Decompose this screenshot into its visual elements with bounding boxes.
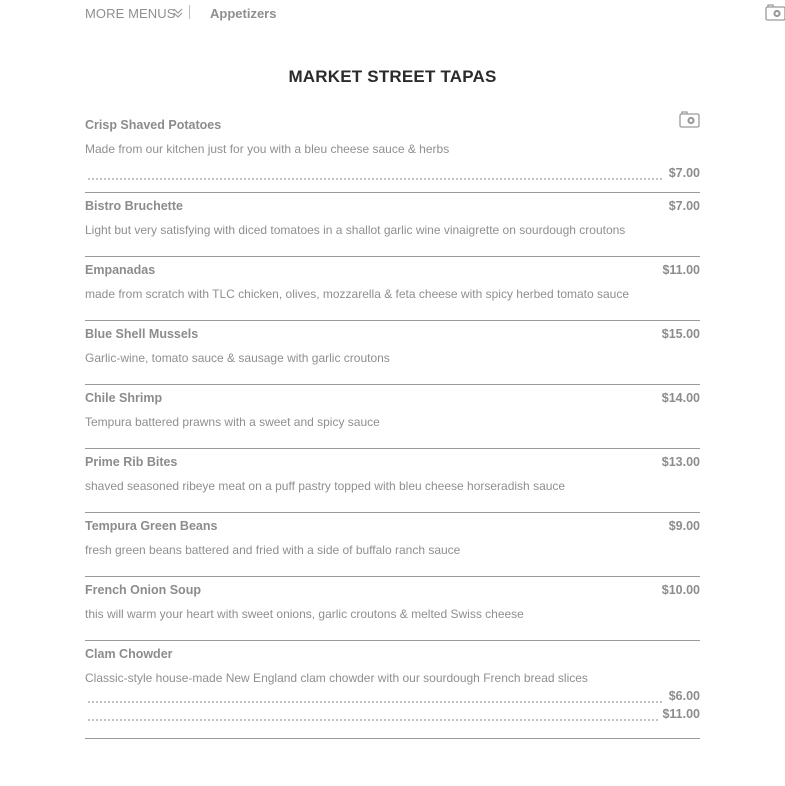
item-description: Classic-style house-made New England clam chowder with our sourdough French bread slices (85, 671, 588, 685)
price-leader-row (85, 166, 700, 182)
item-price: $15.00 (661, 327, 700, 341)
camera-icon[interactable] (679, 110, 700, 128)
menu-item (85, 513, 700, 577)
item-description: Garlic-wine, tomato sauce & sausage with garlic croutons (85, 351, 390, 365)
item-price: $6.00 (668, 689, 700, 703)
dot-leader (88, 178, 662, 180)
chevron-down-icon (173, 7, 183, 19)
item-name: French Onion Soup (85, 583, 201, 597)
item-name: Empanadas (85, 263, 156, 277)
item-price: $9.00 (668, 519, 700, 533)
more-menus-dropdown[interactable] (85, 6, 176, 21)
nav-divider (189, 5, 190, 19)
item-price: $10.00 (661, 583, 700, 597)
item-description: this will warm your heart with sweet onions, garlic croutons & melted Swiss cheese (85, 607, 524, 621)
menu-item (85, 577, 700, 641)
current-menu-label: Appetizers (210, 6, 277, 21)
dot-leader (88, 719, 662, 721)
price-leader-row (85, 689, 700, 705)
dot-leader (88, 701, 662, 703)
more-menus-label: MORE MENUS (85, 6, 176, 21)
item-name: Clam Chowder (85, 647, 173, 661)
item-name: Bistro Bruchette (85, 199, 183, 213)
top-navigation (85, 0, 700, 28)
menu-item (85, 257, 700, 321)
item-price: $7.00 (668, 166, 700, 180)
item-price: $7.00 (668, 199, 700, 213)
item-name: Blue Shell Mussels (85, 327, 199, 341)
item-price: $14.00 (661, 391, 700, 405)
item-description: made from scratch with TLC chicken, olives, mozzarella & feta cheese with spicy herbed tomato sauce (85, 287, 630, 301)
menu-item (85, 641, 700, 739)
menu-list (85, 112, 700, 739)
menu-item (85, 112, 700, 193)
camera-icon[interactable] (765, 3, 785, 21)
item-description: shaved seasoned ribeye meat on a puff pastry topped with bleu cheese horseradish sauce (85, 479, 566, 493)
page-title: MARKET STREET TAPAS (288, 67, 497, 87)
item-name: Tempura Green Beans (85, 519, 218, 533)
item-description: fresh green beans battered and fried with a side of buffalo ranch sauce (85, 543, 461, 557)
menu-item (85, 449, 700, 513)
item-description: Made from our kitchen just for you with a bleu cheese sauce & herbs (85, 142, 450, 156)
item-name: Chile Shrimp (85, 391, 163, 405)
price-leader-row (85, 707, 700, 723)
menu-item (85, 321, 700, 385)
item-price: $13.00 (661, 455, 700, 469)
item-name: Prime Rib Bites (85, 455, 178, 469)
item-description: Light but very satisfying with diced tomatoes in a shallot garlic wine vinaigrette on sourdough croutons (85, 223, 626, 237)
item-description: Tempura battered prawns with a sweet and spicy sauce (85, 415, 380, 429)
menu-item (85, 193, 700, 257)
item-price: $11.00 (662, 263, 700, 277)
item-name: Crisp Shaved Potatoes (85, 118, 222, 132)
item-price: $11.00 (662, 707, 700, 721)
menu-item (85, 385, 700, 449)
